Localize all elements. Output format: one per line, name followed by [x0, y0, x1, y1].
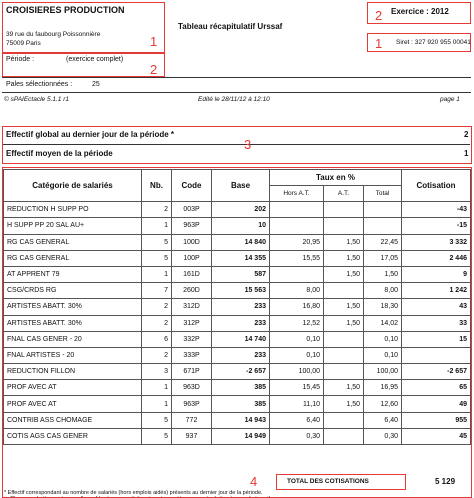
cell-at [324, 218, 364, 234]
cell-at: 1,50 [324, 315, 364, 331]
cell-code: 003P [172, 202, 212, 218]
cell-nb: 5 [142, 428, 172, 444]
cell-code: 671P [172, 364, 212, 380]
cell-at: 1,50 [324, 380, 364, 396]
cell-base: -2 657 [212, 364, 270, 380]
cell-category: REDUCTION H SUPP PO [4, 202, 142, 218]
header-base: Base [212, 170, 270, 202]
period-value: (exercice complet) [66, 56, 124, 63]
cell-base: 14 943 [212, 412, 270, 428]
effectif-global-value: 2 [464, 130, 469, 139]
table-row [4, 364, 471, 380]
cell-cotisation: 45 [402, 428, 471, 444]
cell-nb: 2 [142, 347, 172, 363]
cell-cotisation: 65 [402, 380, 471, 396]
cell-cotisation: -2 657 [402, 364, 471, 380]
cell-cotisation: -15 [402, 218, 471, 234]
cell-at [324, 331, 364, 347]
cell-total: 16,95 [364, 380, 402, 396]
cell-hors-at: 15,55 [270, 250, 324, 266]
header-nb: Nb. [142, 170, 172, 202]
cell-cotisation: 49 [402, 396, 471, 412]
table-row [4, 234, 471, 250]
cell-code: 937 [172, 428, 212, 444]
effectif-moyen-value: 1 [464, 149, 469, 158]
cell-total [364, 218, 402, 234]
cell-nb: 1 [142, 218, 172, 234]
table-row [4, 283, 471, 299]
cell-at [324, 202, 364, 218]
document-title: Tableau récapitulatif Urssaf [178, 22, 283, 31]
annotation-1b: 1 [375, 36, 383, 51]
cell-hors-at [270, 218, 324, 234]
cell-total: 22,45 [364, 234, 402, 250]
cell-nb: 6 [142, 331, 172, 347]
cell-hors-at: 15,45 [270, 380, 324, 396]
cell-category: H SUPP PP 20 SAL AU+ [4, 218, 142, 234]
exercice-label: Exercice : 2012 [391, 7, 449, 16]
cell-category: REDUCTION FILLON [4, 364, 142, 380]
table-row [4, 331, 471, 347]
divider-line [3, 144, 470, 145]
annotation-2: 2 [375, 8, 383, 23]
cell-nb: 2 [142, 202, 172, 218]
cell-total: 1,50 [364, 266, 402, 282]
cell-category: RG CAS GENERAL [4, 234, 142, 250]
cell-at: 1,50 [324, 396, 364, 412]
cotisations-table [3, 169, 471, 445]
cell-hors-at [270, 266, 324, 282]
cell-base: 233 [212, 315, 270, 331]
cell-cotisation: 43 [402, 299, 471, 315]
cell-base: 15 563 [212, 283, 270, 299]
company-name: CROISIERES PRODUCTION [6, 5, 125, 15]
cell-base: 385 [212, 396, 270, 412]
cell-base: 233 [212, 347, 270, 363]
cell-code: 332P [172, 331, 212, 347]
cell-at: 1,50 [324, 299, 364, 315]
cell-code: 333P [172, 347, 212, 363]
cell-cotisation: 15 [402, 331, 471, 347]
divider-line [2, 77, 471, 78]
cell-code: 963P [172, 218, 212, 234]
cell-cotisation: 3 332 [402, 234, 471, 250]
cell-at: 1,50 [324, 266, 364, 282]
cell-base: 10 [212, 218, 270, 234]
cell-total: 14,02 [364, 315, 402, 331]
table-row [4, 396, 471, 412]
cell-cotisation: 9 [402, 266, 471, 282]
header-cotisation: Cotisation [402, 170, 471, 202]
cell-code: 100P [172, 250, 212, 266]
table-row [4, 315, 471, 331]
cell-total: 17,05 [364, 250, 402, 266]
cell-hors-at: 100,00 [270, 364, 324, 380]
table-row [4, 202, 471, 218]
pales-label: Pales sélectionnées : [6, 81, 73, 88]
cell-at: 1,50 [324, 234, 364, 250]
total-value: 5 129 [435, 477, 456, 486]
cell-total: 0,10 [364, 347, 402, 363]
table-row [4, 250, 471, 266]
cell-at [324, 428, 364, 444]
cell-nb: 7 [142, 283, 172, 299]
cell-nb: 5 [142, 412, 172, 428]
table-row [4, 347, 471, 363]
cell-code: 312P [172, 315, 212, 331]
cell-hors-at: 6,40 [270, 412, 324, 428]
cell-cotisation: 955 [402, 412, 471, 428]
table-row [4, 380, 471, 396]
cell-total [364, 202, 402, 218]
cell-code: 312D [172, 299, 212, 315]
pales-value: 25 [92, 81, 100, 88]
cell-category: ARTISTES ABATT. 30% [4, 299, 142, 315]
annotation-2b: 2 [150, 62, 158, 77]
total-label: TOTAL DES COTISATIONS [287, 478, 369, 485]
cell-nb: 1 [142, 396, 172, 412]
effectif-moyen-label: Effectif moyen de la période [6, 149, 113, 158]
cell-cotisation: 1 242 [402, 283, 471, 299]
cell-code: 100D [172, 234, 212, 250]
cell-total: 8,00 [364, 283, 402, 299]
cell-total: 12,60 [364, 396, 402, 412]
cell-hors-at: 11,10 [270, 396, 324, 412]
software-version: © sPAIEctacle 5.1.1 r1 [4, 96, 70, 103]
cell-category: FNAL ARTISTES - 20 [4, 347, 142, 363]
cell-category: COTIS AGS CAS GENER [4, 428, 142, 444]
cell-total: 0,30 [364, 428, 402, 444]
cell-hors-at: 8,00 [270, 283, 324, 299]
table-row [4, 299, 471, 315]
cell-hors-at: 16,80 [270, 299, 324, 315]
cell-base: 202 [212, 202, 270, 218]
cell-base: 587 [212, 266, 270, 282]
cell-nb: 1 [142, 266, 172, 282]
edition-date: Edité le 28/11/12 à 12:10 [198, 96, 270, 103]
cell-category: CSG/CRDS RG [4, 283, 142, 299]
cell-code: 963D [172, 380, 212, 396]
header-category: Catégorie de salariés [4, 170, 142, 202]
annotation-3: 3 [244, 137, 252, 152]
cell-category: PROF AVEC AT [4, 380, 142, 396]
cell-category: ARTISTES ABATT. 30% [4, 315, 142, 331]
cell-at [324, 347, 364, 363]
cell-cotisation: -43 [402, 202, 471, 218]
cell-base: 14 949 [212, 428, 270, 444]
annotation-4: 4 [250, 474, 258, 489]
cell-hors-at: 0,10 [270, 331, 324, 347]
company-address-line1: 39 rue du faubourg Poissonnière [6, 31, 101, 38]
cell-category: RG CAS GENERAL [4, 250, 142, 266]
cell-code: 161D [172, 266, 212, 282]
divider-line [2, 92, 471, 93]
cell-nb: 3 [142, 364, 172, 380]
cell-hors-at: 0,30 [270, 428, 324, 444]
period-label: Période : [6, 56, 35, 63]
cell-nb: 2 [142, 299, 172, 315]
cell-hors-at: 0,10 [270, 347, 324, 363]
cell-at [324, 364, 364, 380]
cell-total: 6,40 [364, 412, 402, 428]
cell-at: 1,50 [324, 250, 364, 266]
cell-nb: 1 [142, 380, 172, 396]
cell-cotisation: 2 446 [402, 250, 471, 266]
cell-hors-at: 12,52 [270, 315, 324, 331]
cell-category: FNAL CAS GENER - 20 [4, 331, 142, 347]
cell-nb: 5 [142, 250, 172, 266]
cell-total: 18,30 [364, 299, 402, 315]
annotation-1: 1 [150, 34, 158, 49]
cell-hors-at [270, 202, 324, 218]
cell-base: 385 [212, 380, 270, 396]
cell-base: 233 [212, 299, 270, 315]
header-code: Code [172, 170, 212, 202]
cell-category: AT APPRENT 79 [4, 266, 142, 282]
cell-nb: 2 [142, 315, 172, 331]
effectif-global-label: Effectif global au dernier jour de la période * [6, 130, 175, 139]
header-total: Total [364, 186, 402, 202]
cell-category: CONTRIB ASS CHOMAGE [4, 412, 142, 428]
table-row [4, 218, 471, 234]
header-at: A.T. [324, 186, 364, 202]
company-address-line2: 75009 Paris [6, 40, 41, 47]
header-taux: Taux en % [270, 170, 402, 186]
table-row [4, 428, 471, 444]
cell-nb: 5 [142, 234, 172, 250]
cell-base: 14 355 [212, 250, 270, 266]
cell-hors-at: 20,95 [270, 234, 324, 250]
cell-cotisation: 33 [402, 315, 471, 331]
cell-cotisation [402, 347, 471, 363]
header-hors-at: Hors A.T. [270, 186, 324, 202]
table-row [4, 266, 471, 282]
cell-code: 772 [172, 412, 212, 428]
cell-code: 963P [172, 396, 212, 412]
cell-code: 260D [172, 283, 212, 299]
cell-total: 0,10 [364, 331, 402, 347]
cell-at [324, 283, 364, 299]
table-row [4, 412, 471, 428]
footnote-1: * Effectif correspondant au nombre de salariés (hors emplois aidés) présents au dernier jour de la période. [4, 490, 263, 496]
cell-total: 100,00 [364, 364, 402, 380]
cell-base: 14 840 [212, 234, 270, 250]
cell-base: 14 740 [212, 331, 270, 347]
cell-category: PROF AVEC AT [4, 396, 142, 412]
siret-label: Siret : 327 920 955 00041 [396, 39, 471, 46]
page-number: page 1 [440, 96, 460, 103]
cell-at [324, 412, 364, 428]
